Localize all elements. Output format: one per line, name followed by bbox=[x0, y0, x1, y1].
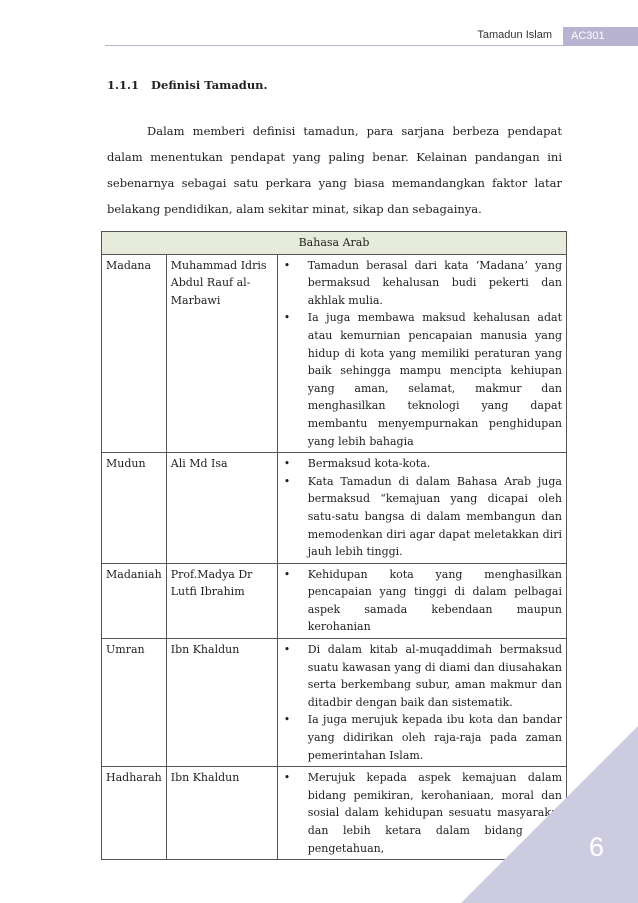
section-heading: 1.1.1 Definisi Tamadun. bbox=[107, 78, 268, 92]
page-number: 6 bbox=[588, 832, 604, 862]
intro-paragraph: Dalam memberi definisi tamadun, para sarjana berbeza pendapat dalam menentukan pendapat yang paling benar. Kelainan pandangan ini sebenarnya sebagai satu perkara yang biasa memandangkan faktor latar belakang pendidikan, alam sekitar minat, sikap dan sebagainya. bbox=[107, 124, 562, 216]
table-header-row bbox=[102, 232, 567, 255]
term-cell: Hadharah bbox=[102, 767, 167, 860]
list-item: • Kehidupan kota yang menghasilkan pencapaian yang tinggi di dalam pelbagai aspek samada kebendaan maupun kerohanian bbox=[282, 566, 562, 636]
table-row bbox=[102, 254, 567, 453]
points-cell bbox=[277, 453, 566, 564]
term-cell: Madana bbox=[102, 254, 167, 453]
scholar-cell: Ali Md Isa bbox=[166, 453, 277, 564]
scholar-cell: Ibn Khaldun bbox=[166, 639, 277, 767]
header-title: Tamadun Islam bbox=[477, 29, 552, 41]
table-row bbox=[102, 563, 567, 638]
table-header: Bahasa Arab bbox=[102, 232, 567, 255]
course-code-badge: AC301 bbox=[563, 27, 638, 45]
scholar-cell: Prof.Madya Dr Lutfi Ibrahim bbox=[166, 563, 277, 638]
table-row bbox=[102, 453, 567, 564]
term-cell: Madaniah bbox=[102, 563, 167, 638]
list-item: • Tamadun berasal dari kata ‘Madana’ yang bermaksud kehalusan budi pekerti dan akhlak mulia. bbox=[282, 257, 562, 310]
list-item: • Merujuk kepada aspek kemajuan dalam bidang pemikiran, kerohaniaan, moral dan sosial dalam kehidupan sesuatu masyarakat dan lebih ketara dalam bidang ilmu pengetahuan, bbox=[282, 769, 562, 857]
list-item: • Ia juga membawa maksud kehalusan adat atau kemurnian pencapaian manusia yang hidup di kota yang memiliki peraturan yang baik sehingga mampu mencipta kehiupan yang aman, selamat, makmur dan menghasilkan teknologi yang dapat membantu menyempurnakan penghidupan yang lebih bahagia bbox=[282, 309, 562, 450]
list-item: • Ia juga merujuk kepada ibu kota dan bandar yang didirikan oleh raja-raja pada zaman pemerintahan Islam. bbox=[282, 711, 562, 764]
scholar-cell: Ibn Khaldun bbox=[166, 767, 277, 860]
list-item: • Bermaksud kota-kota. bbox=[282, 455, 562, 473]
scholar-cell: Muhammad Idris Abdul Rauf al-Marbawi bbox=[166, 254, 277, 453]
list-item: • Di dalam kitab al-muqaddimah bermaksud suatu kawasan yang di diami dan diusahakan serta berkembang subur, aman makmur dan ditadbir dengan baik dan sistematik. bbox=[282, 641, 562, 711]
header-rule bbox=[105, 45, 638, 46]
points-cell bbox=[277, 563, 566, 638]
corner-decoration bbox=[461, 726, 638, 903]
term-cell: Umran bbox=[102, 639, 167, 767]
list-item: • Kata Tamadun di dalam Bahasa Arab juga bermaksud “kemajuan yang dicapai oleh satu-satu bangsa di dalam membangun dan memodenkan diri agar dapat meletakkan diri jauh lebih tinggi. bbox=[282, 473, 562, 561]
term-cell: Mudun bbox=[102, 453, 167, 564]
points-cell bbox=[277, 254, 566, 453]
